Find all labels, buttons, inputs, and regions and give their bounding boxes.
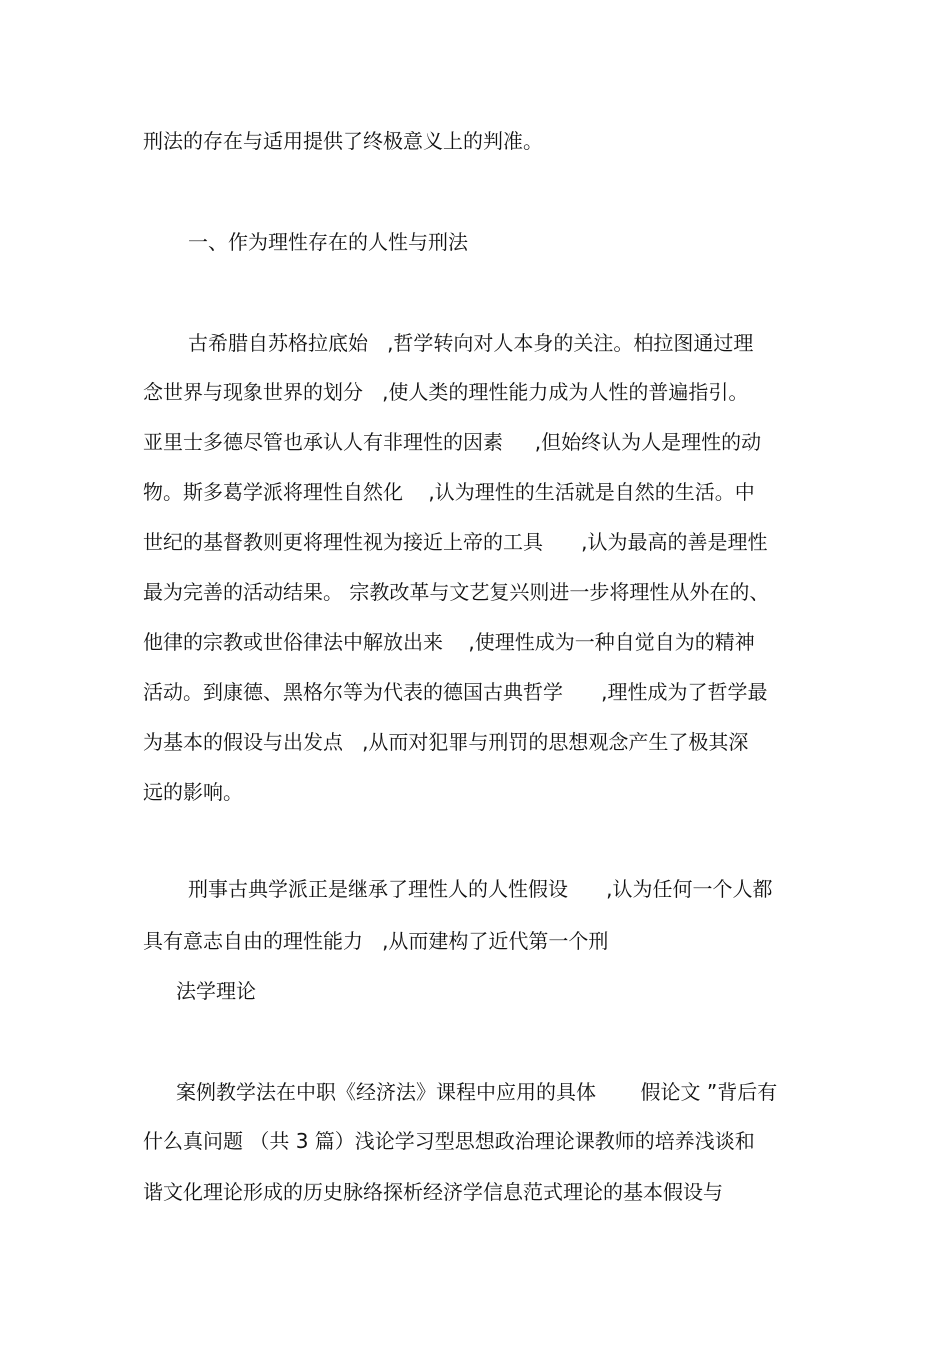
paragraph-line: 亚里士多德尽管也承认人有非理性的因素 ,但始终认为人是理性的动 (143, 430, 762, 454)
paragraph-line: 古希腊自苏格拉底始 ,哲学转向对人本身的关注。柏拉图通过理 (188, 331, 754, 355)
paragraph-line: 刑事古典学派正是继承了理性人的人性假设 ,认为任何一个人都 (188, 877, 773, 901)
paragraph-line: 远的影响。 (143, 780, 243, 804)
paragraph-line: 念世界与现象世界的划分 ,使人类的理性能力成为人性的普遍指引。 (143, 380, 749, 404)
paragraph-line: 案例教学法在中职《经济法》课程中应用的具体 假论文 ”背后有 (176, 1080, 778, 1104)
section-heading: 一、作为理性存在的人性与刑法 (188, 230, 468, 254)
paragraph-line: 谐文化理论形成的历史脉络探析经济学信息范式理论的基本假设与 (143, 1180, 723, 1204)
paragraph-line: 世纪的基督教则更将理性视为接近上帝的工具 ,认为最高的善是理性 (143, 530, 768, 554)
paragraph-line: 法学理论 (176, 979, 256, 1003)
paragraph-line: 最为完善的活动结果。 宗教改革与文艺复兴则进一步将理性从外在的、 (143, 580, 770, 604)
paragraph-line: 为基本的假设与出发点 ,从而对犯罪与刑罚的思想观念产生了极其深 (143, 730, 749, 754)
paragraph-line: 物。斯多葛学派将理性自然化 ,认为理性的生活就是自然的生活。中 (143, 480, 755, 504)
paragraph-line: 他律的宗教或世俗律法中解放出来 ,使理性成为一种自觉自为的精神 (143, 630, 755, 654)
paragraph-line: 什么真问题 （共 3 篇）浅论学习型思想政治理论课教师的培养浅谈和 (143, 1129, 755, 1153)
paragraph-line: 刑法的存在与适用提供了终极意义上的判准。 (143, 129, 543, 153)
paragraph-line: 具有意志自由的理性能力 ,从而建构了近代第一个刑 (143, 929, 609, 953)
paragraph-line: 活动。到康德、黑格尔等为代表的德国古典哲学 ,理性成为了哲学最 (143, 680, 768, 704)
